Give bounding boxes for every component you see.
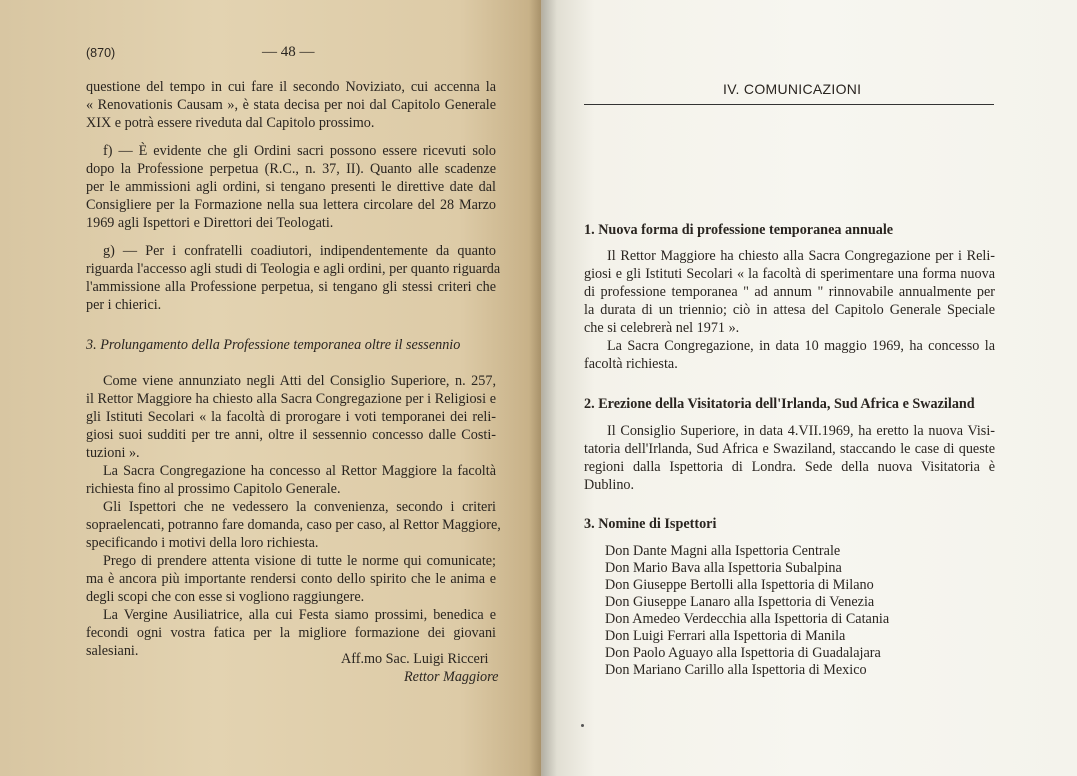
right-page — [541, 0, 1077, 776]
text-line: La Sacra Congregazione ha concesso al Rettor Maggiore la facoltà — [103, 463, 496, 479]
section-heading: 2. Erezione della Visitatoria dell'Irlanda, Sud Africa e Swaziland — [584, 396, 975, 412]
text-line: ma è ancora più importante rendersi conto dello spirito che le anima e — [86, 571, 496, 587]
text-line: Il Rettor Maggiore ha chiesto alla Sacra Congregazione per i Reli- — [607, 248, 995, 264]
text-line: per i chierici. — [86, 297, 162, 313]
list-item: Don Giuseppe Lanaro alla Ispettoria di Venezia — [605, 594, 875, 610]
list-item: Don Giuseppe Bertolli alla Ispettoria di Milano — [605, 577, 874, 593]
signature: Aff.mo Sac. Luigi Ricceri — [341, 651, 489, 667]
text-line: g) — Per i confratelli coadiutori, indipendentemente da quanto — [103, 243, 496, 259]
text-line: il Rettor Maggiore ha chiesto alla Sacra Congregazione per i Religiosi e — [86, 391, 496, 407]
text-line: salesiani. — [86, 643, 139, 659]
list-item: Don Luigi Ferrari alla Ispettoria di Manila — [605, 628, 846, 644]
text-line: specificando i motivi della loro richiesta. — [86, 535, 319, 551]
page-title: IV. COMUNICAZIONI — [723, 81, 862, 97]
text-line: f) — È evidente che gli Ordini sacri possono essere ricevuti solo — [103, 143, 496, 159]
text-line: giosi e gli Istituti Secolari « la facoltà di sperimentare una forma nuova — [584, 266, 995, 282]
text-line: richiesta fino al prossimo Capitolo Generale. — [86, 481, 341, 497]
text-line: riguarda l'accesso agli studi di Teologia e agli ordini, per quanto riguarda — [86, 261, 501, 277]
text-line: Il Consiglio Superiore, in data 4.VII.1969, ha eretto la nuova Visi- — [607, 423, 995, 439]
signature-title: Rettor Maggiore — [404, 669, 499, 685]
list-item: Don Mariano Carillo alla Ispettoria di Mexico — [605, 662, 867, 678]
section-heading-text: 1. Nuova forma di professione temporanea annuale — [584, 222, 894, 238]
text-line: Prego di prendere attenta visione di tutte le norme qui comunicate; — [103, 553, 496, 569]
text-line: l'ammissione alla Professione perpetua, si tengano gli stessi criteri che — [86, 279, 496, 295]
text-line: « Renovationis Causam », è stata decisa per noi dal Capitolo Generale — [86, 97, 496, 113]
text-line: per le ammissioni agli ordini, si tengano presenti le direttive date dal — [86, 179, 496, 195]
text-line: giosi suoi sudditi per tre anni, oltre il sessennio concesso dalle Costi- — [86, 427, 496, 443]
text-line: sopraelencati, potranno fare domanda, caso per caso, al Rettor Maggiore, — [86, 517, 501, 533]
list-item: Don Paolo Aguayo alla Ispettoria di Guadalajara — [605, 645, 881, 661]
text-line: Come viene annunziato negli Atti del Consiglio Superiore, n. 257, — [103, 373, 496, 389]
section-heading: 3. Nomine di Ispettori — [584, 516, 717, 532]
paper-speck — [581, 724, 584, 727]
text-line: questione del tempo in cui fare il secondo Noviziato, cui accenna la — [86, 79, 496, 95]
list-item: Don Amedeo Verdecchia alla Ispettoria di Catania — [605, 611, 890, 627]
page-reference: (870) — [86, 46, 116, 60]
text-line: tatoria dell'Irlanda, Sud Africa e Swaziland, staccando le case di queste — [584, 441, 995, 457]
text-line: XIX e potrà essere riveduta dal Capitolo prossimo. — [86, 115, 375, 131]
text-line: che si celebrerà nel 1971 ». — [584, 320, 740, 336]
book-gutter — [529, 0, 557, 776]
section-heading — [584, 222, 893, 239]
text-line: degli scopi che con esse si vogliono raggiungere. — [86, 589, 365, 605]
text-line: 1969 agli Ispettori e Direttori dei Teologati. — [86, 215, 334, 231]
text-line: fecondi ogni vostra fatica per la migliore formazione dei giovani — [86, 625, 496, 641]
list-item: Don Mario Bava alla Ispettoria Subalpina — [605, 560, 842, 576]
text-line: tuzioni ». — [86, 445, 140, 461]
text-line: facoltà richiesta. — [584, 356, 678, 372]
page-number: — 48 — — [262, 44, 315, 60]
text-line: gli Istituti Secolari « la facoltà di prorogare i voti temporanei dei reli- — [86, 409, 496, 425]
title-divider — [584, 104, 994, 105]
text-line: La Sacra Congregazione, in data 10 maggio 1969, ha concesso la — [607, 338, 995, 354]
list-item: Don Dante Magni alla Ispettoria Centrale — [605, 543, 841, 559]
section-heading: 3. Prolungamento della Professione temporanea oltre il sessennio — [86, 337, 461, 353]
text-line: di professione temporanea " ad annum " rinnovabile annualmente per — [584, 284, 995, 300]
text-line: regioni dalla Ispettoria di Londra. Sede della nuova Visitatoria è — [584, 459, 995, 475]
text-line: Gli Ispettori che ne vedessero la convenienza, secondo i criteri — [103, 499, 496, 515]
text-line: Consigliere per la Formazione nella sua lettera circolare del 28 Marzo — [86, 197, 496, 213]
text-line: la durata di un triennio; ciò in attesa del Capitolo Generale Speciale — [584, 302, 995, 318]
text-line: Dublino. — [584, 477, 635, 493]
text-line: La Vergine Ausiliatrice, alla cui Festa siamo prossimi, benedica e — [103, 607, 496, 623]
text-line: dopo la Professione perpetua (R.C., n. 37, II). Quanto alle scadenze — [86, 161, 496, 177]
